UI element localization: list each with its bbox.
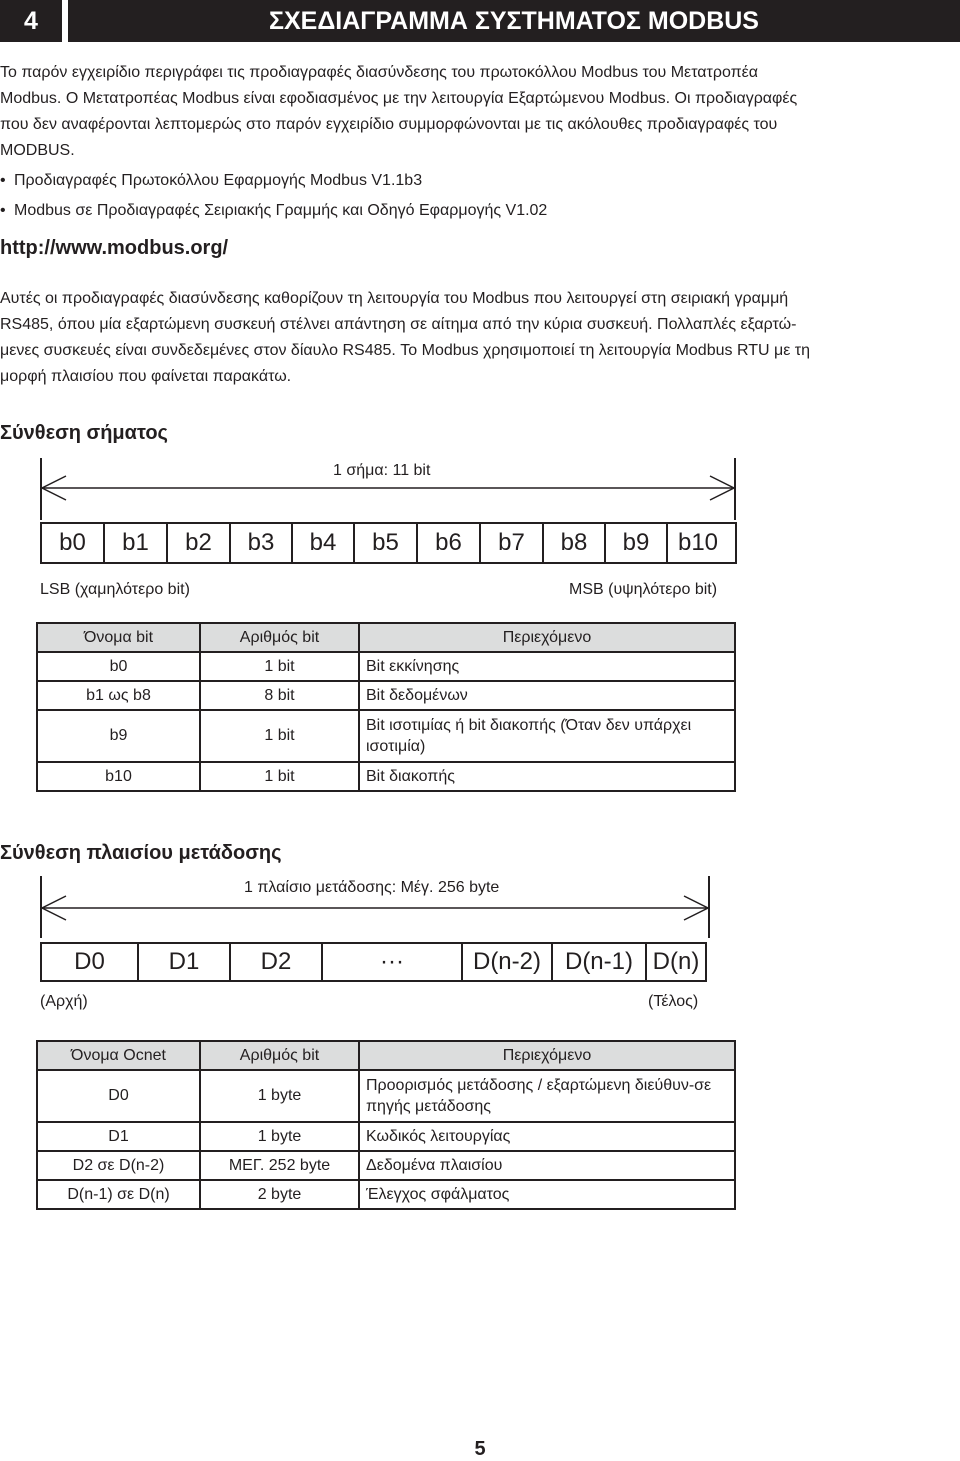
table-row [37, 681, 735, 710]
bit-cell: b6 [418, 524, 481, 562]
table-cell: 2 byte [200, 1180, 359, 1209]
description-line: Αυτές οι προδιαγραφές διασύνδεσης καθορίζουν τη λειτουργία του Modbus που λειτουργεί στη σειριακή γραμμή [0, 290, 789, 307]
ellipsis-icon: ··· [323, 944, 463, 980]
table-cell: D(n-1) σε D(n) [37, 1180, 200, 1209]
lsb-caption: LSB (χαμηλότερο bit) [40, 581, 190, 598]
bit-cell: b4 [293, 524, 355, 562]
spec-bullet [0, 168, 422, 194]
table-cell: b10 [37, 762, 200, 791]
table-header-row [37, 623, 735, 652]
table-cell: b0 [37, 652, 200, 681]
signal-bit-strip [40, 522, 737, 564]
table-header-row [37, 1041, 735, 1070]
table-cell: 1 byte [200, 1070, 359, 1122]
page-number: 5 [474, 1438, 486, 1460]
frame-cell: D(n) [652, 948, 700, 975]
table-cell: Προορισμός μετάδοσης / εξαρτώμενη διεύθυν-σε πηγής μετάδοσης [359, 1070, 735, 1122]
chapter-title: ΣΧΕΔΙΑΓΡΑΜΜΑ ΣΥΣΤΗΜΑΤΟΣ MODBUS [68, 0, 960, 42]
frame-cell: D(n-2) [463, 944, 553, 980]
chapter-number: 4 [0, 0, 62, 42]
intro-line: Το παρόν εγχειρίδιο περιγράφει τις προδιαγραφές διασύνδεσης του πρωτοκόλλου Modbus του Μετατροπέα [0, 64, 759, 81]
table-cell: Bit εκκίνησης [359, 652, 735, 681]
bit-cell: b5 [355, 524, 418, 562]
description-line: μενες συσκευές είναι συνδεδεμένες στον δίαυλο RS485. Το Modbus χρησιμοποιεί τη λειτουργία Modbus RTU με τη [0, 342, 810, 359]
modbus-url-link[interactable]: http://www.modbus.org/ [0, 237, 229, 259]
frame-cell: D2 [231, 944, 323, 980]
table-cell: D2 σε D(n-2) [37, 1151, 200, 1180]
table-cell: 8 bit [200, 681, 359, 710]
frame-section-title: Σύνθεση πλαισίου μετάδοσης [0, 842, 282, 864]
table-cell: Κωδικός λειτουργίας [359, 1122, 735, 1151]
bullet-text: Modbus σε Προδιαγραφές Σειριακής Γραμμής και Οδηγό Εφαρμογής V1.02 [14, 202, 548, 219]
intro-paragraph [0, 60, 960, 164]
table-cell: Bit διακοπής [359, 762, 735, 791]
frame-cell: D1 [139, 944, 231, 980]
table-cell: ΜΕΓ. 252 byte [200, 1151, 359, 1180]
table-cell: Bit ισοτιμίας ή bit διακοπής (Όταν δεν υπάρχει ισοτιμία) [359, 710, 735, 762]
table-row [37, 1070, 735, 1122]
table-cell: b9 [37, 710, 200, 762]
bullet-dot-icon: • [0, 172, 6, 189]
table-cell: 1 bit [200, 710, 359, 762]
bit-cell: b1 [105, 524, 168, 562]
bullet-text: Προδιαγραφές Πρωτοκόλλου Εφαρμογής Modbus V1.1b3 [14, 172, 423, 189]
bit-table [36, 622, 736, 792]
description-line: μορφή πλαισίου που φαίνεται παρακάτω. [0, 368, 292, 385]
frame-start-caption: (Αρχή) [40, 993, 88, 1010]
table-cell: Bit δεδομένων [359, 681, 735, 710]
intro-line: που δεν αναφέρονται λεπτομερώς στο παρόν εγχειρίδιο συμμορφώνονται με τις ακόλουθες προδιαγραφές του [0, 116, 778, 133]
bit-cell: b8 [544, 524, 606, 562]
table-row [37, 652, 735, 681]
table-header: Περιεχόμενο [359, 623, 735, 652]
table-row [37, 1151, 735, 1180]
signal-section-title: Σύνθεση σήματος [0, 422, 168, 444]
description-paragraph [0, 286, 960, 390]
table-header: Περιεχόμενο [359, 1041, 735, 1070]
table-cell: 1 bit [200, 762, 359, 791]
table-cell: Δεδομένα πλαισίου [359, 1151, 735, 1180]
table-header: Αριθμός bit [200, 1041, 359, 1070]
frame-span-label: 1 πλαίσιο μετάδοσης: Μέγ. 256 byte [244, 879, 500, 896]
msb-caption: MSB (υψηλότερο bit) [569, 581, 718, 598]
frame-cell: D0 [42, 944, 139, 980]
table-cell: Έλεγχος σφάλματος [359, 1180, 735, 1209]
bit-cell: b2 [168, 524, 231, 562]
table-cell: 1 byte [200, 1122, 359, 1151]
frame-byte-strip [40, 942, 707, 982]
bit-cell: b9 [606, 524, 668, 562]
table-cell: 1 bit [200, 652, 359, 681]
table-cell: D0 [37, 1070, 200, 1122]
frame-table [36, 1040, 736, 1210]
table-header: Αριθμός bit [200, 623, 359, 652]
table-row [37, 1180, 735, 1209]
intro-line: MODBUS. [0, 142, 75, 159]
table-cell: b1 ως b8 [37, 681, 200, 710]
frame-end-caption: (Τέλος) [648, 993, 699, 1010]
signal-span-label: 1 σήμα: 11 bit [333, 462, 431, 479]
table-row [37, 762, 735, 791]
description-line: RS485, όπου μία εξαρτώμενη συσκευή στέλνει απάντηση σε αίτημα από την κύρια συσκευή. Πολλαπλές εξαρτώ- [0, 316, 797, 333]
table-cell: D1 [37, 1122, 200, 1151]
table-row [37, 1122, 735, 1151]
table-row [37, 710, 735, 762]
table-header: Όνομα bit [37, 623, 200, 652]
bit-cell: b10 [677, 529, 719, 556]
table-header: Όνομα Ocnet [37, 1041, 200, 1070]
spec-bullet [0, 198, 547, 224]
frame-cell: D(n-1) [553, 944, 647, 980]
intro-line: Modbus. Ο Μετατροπέας Modbus είναι εφοδιασμένος με την λειτουργία Εξαρτώμενου Modbus. Οι προδιαγραφές [0, 90, 798, 107]
bit-cell: b7 [481, 524, 544, 562]
bit-cell: b0 [42, 524, 105, 562]
bit-cell: b3 [231, 524, 293, 562]
bullet-dot-icon: • [0, 202, 6, 219]
